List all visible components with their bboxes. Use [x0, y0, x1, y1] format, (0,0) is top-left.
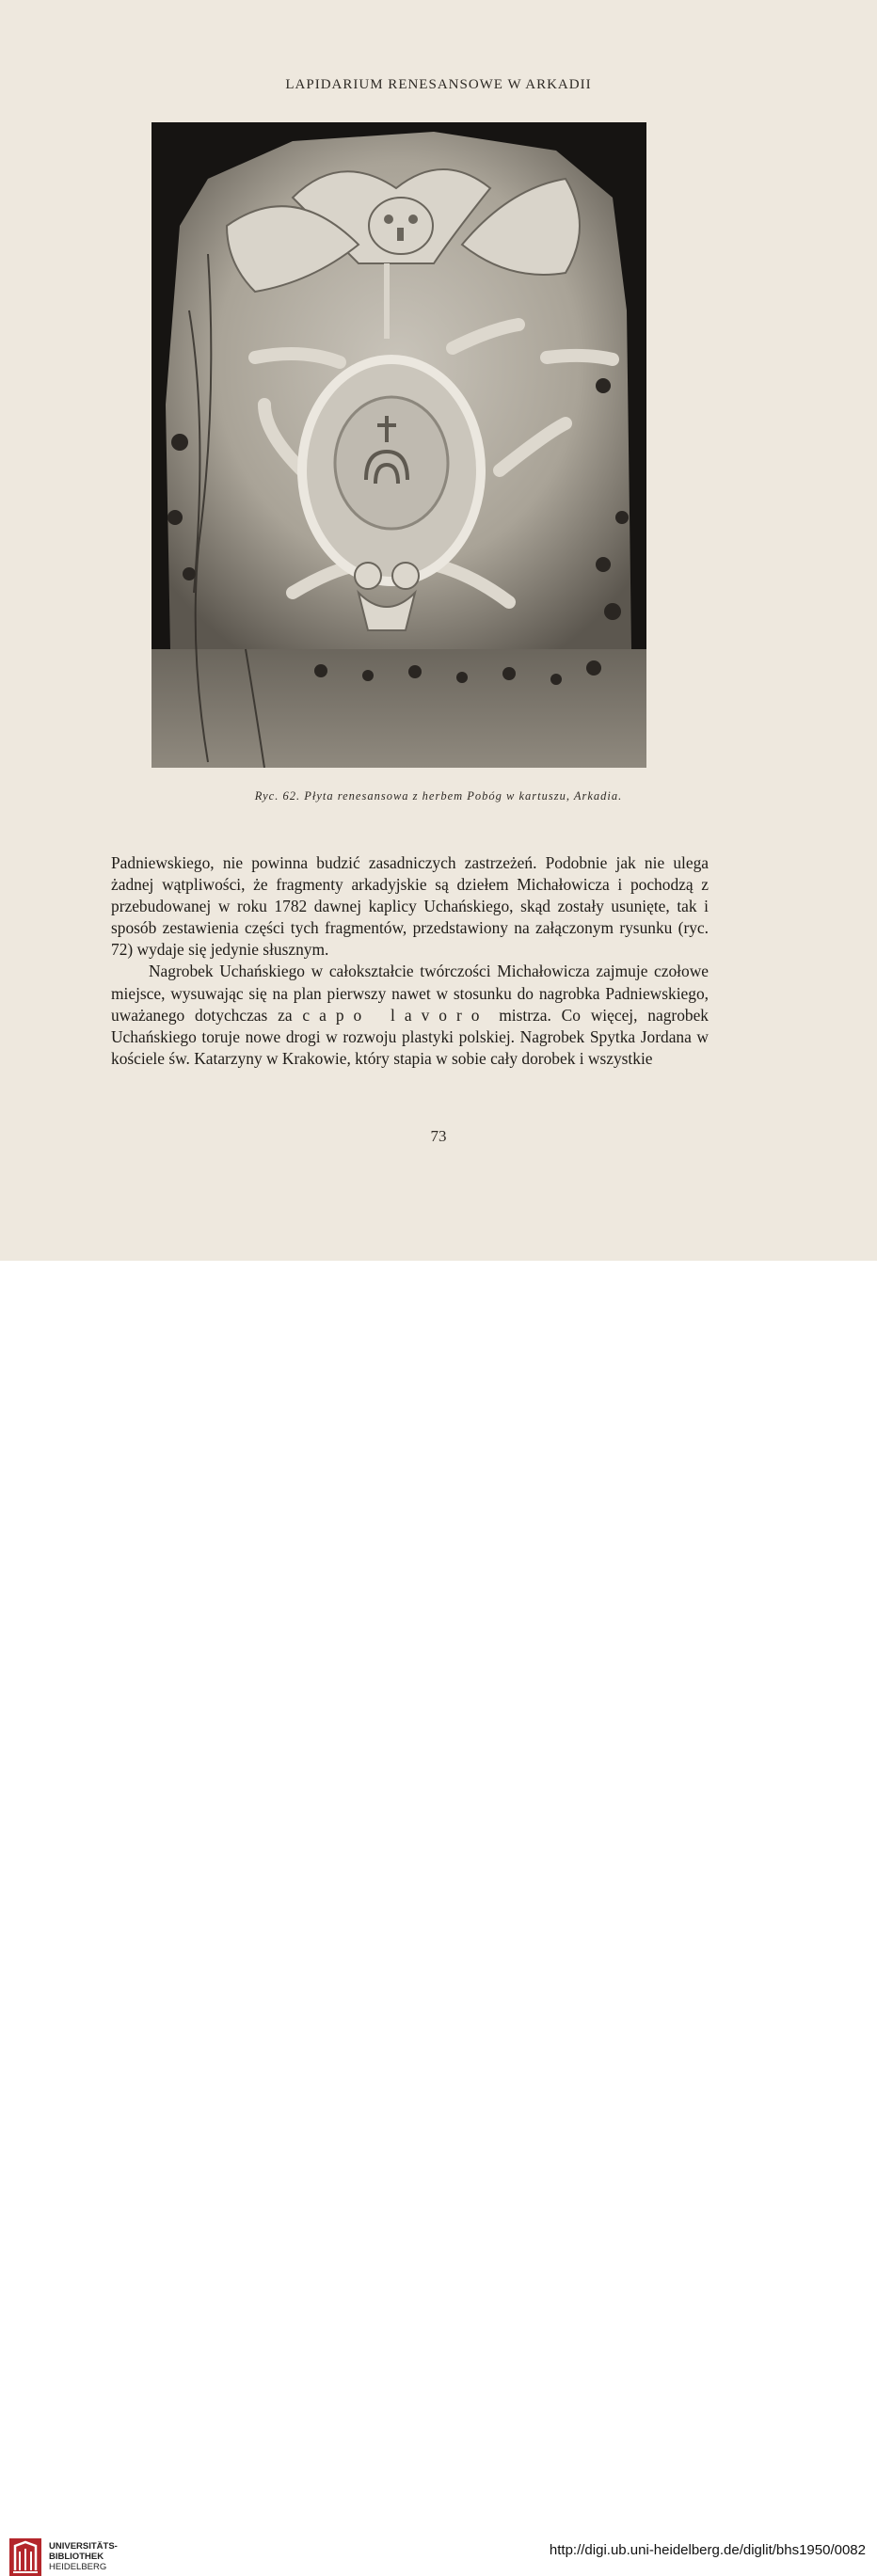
library-name	[49, 2541, 118, 2572]
renaissance-slab-image	[151, 122, 646, 768]
paragraph: Padniewskiego, nie powinna budzić zasadniczych zastrzeżeń. Podobnie jak nie ulega żadnej wątpliwości, że fragmenty arkadyjskie są dziełem Michałowicza i pochodzą z przebudowanej w roku 1782 dawnej kaplicy Uchańskiego, skąd zostały usunięte, tak i sposób zestawienia części tych fragmentów, przedstawiony na załączonym rysunku (ryc. 72) wydaje się jedynie słusznym.	[111, 853, 709, 960]
body-text	[111, 852, 709, 1070]
library-name-line: BIBLIOTHEK	[49, 2552, 104, 2562]
university-library-logo-icon	[9, 2538, 41, 2576]
footer	[0, 1261, 877, 2572]
page-number: 73	[430, 1127, 447, 1145]
library-name-line: UNIVERSITÄTS-	[49, 2541, 118, 2552]
running-head: LAPIDARIUM RENESANSOWE W ARKADII	[285, 77, 592, 92]
paragraph-text: mistrza. Co więcej, nagrobek Uchańskiego toruje nowe drogi w rozwoju plastyki polskiej. Nagrobek Spytka Jordana w kościele św. Katarzyny w Krakowie, który stapia w sobie cały dorobek i wszystkie	[111, 1005, 709, 1068]
paragraph	[111, 961, 709, 1069]
spaced-emphasis: capo lavoro	[302, 1005, 489, 1025]
book-page	[0, 0, 877, 1261]
library-name-line: HEIDELBERG	[49, 2562, 107, 2572]
figure-caption: Ryc. 62. Płyta renesansowa z herbem Pobóg w kartuszu, Arkadia.	[254, 789, 623, 803]
figure-photo	[151, 122, 646, 768]
permalink-url[interactable]: http://digi.ub.uni-heidelberg.de/diglit/bhs1950/0082	[549, 2542, 866, 2558]
paragraph-text: Nagrobek Uchańskiego w całokształcie twórczości Michałowicza zajmuje czołowe miejsce, wysuwając się na plan pierwszy nawet w stosunku do nagrobka Padniewskiego, uważanego dotychczas za	[111, 962, 709, 1025]
